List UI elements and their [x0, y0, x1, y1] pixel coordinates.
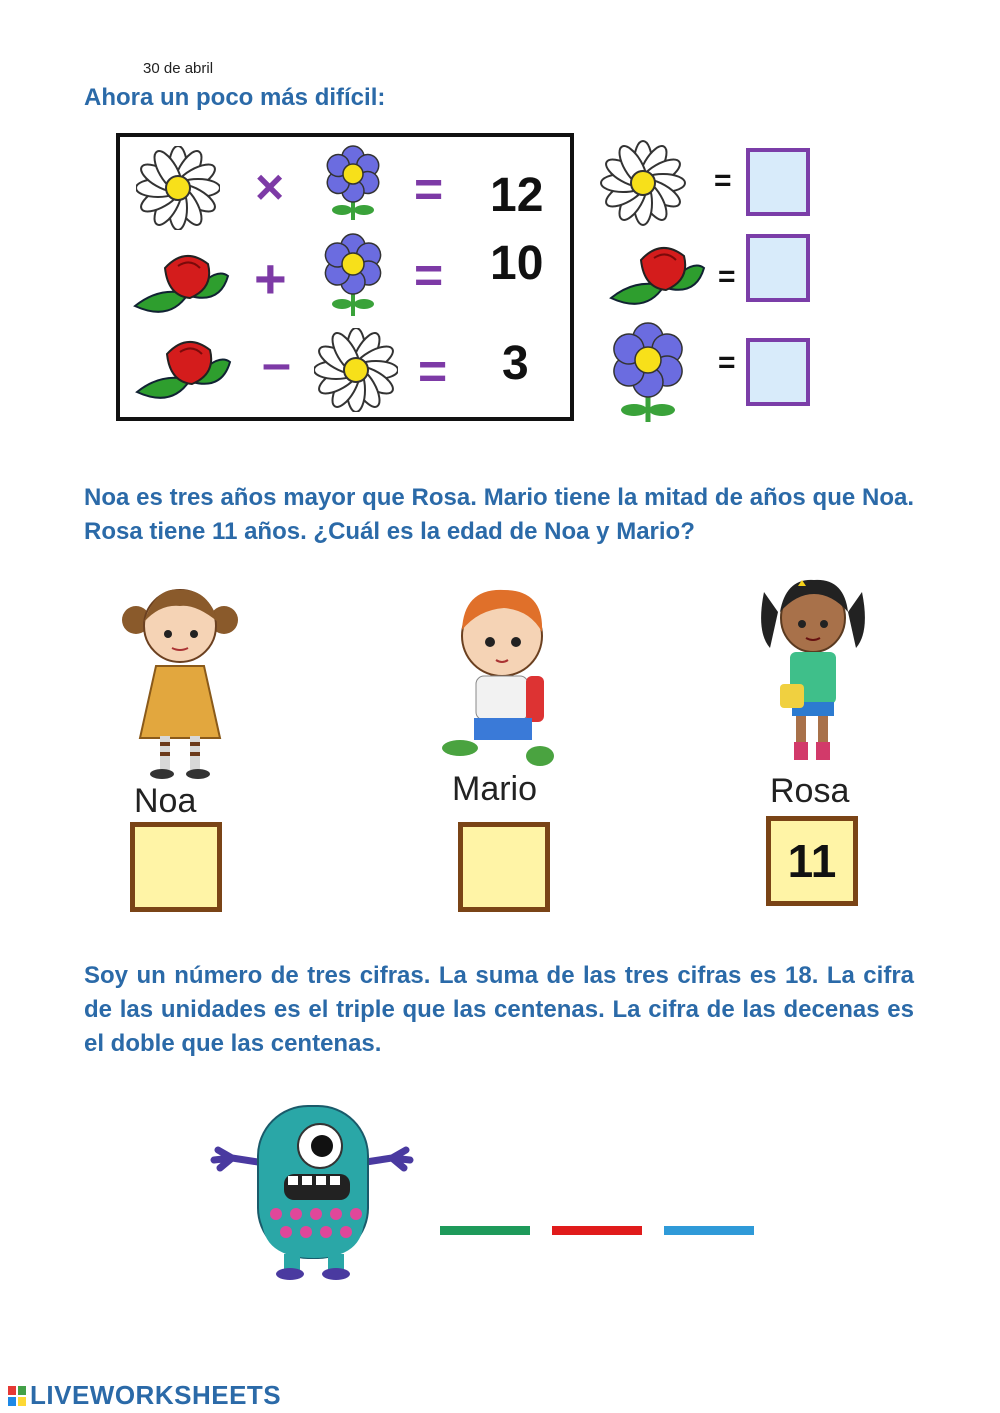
boy-mario-illustration: [440, 580, 560, 770]
equals-sign: =: [718, 346, 736, 379]
minus-operator: –: [262, 335, 291, 393]
mario-answer-box[interactable]: [458, 822, 550, 912]
section-heading: Ahora un poco más difícil:: [84, 84, 386, 111]
result-value: 12: [490, 169, 544, 222]
daisy-icon: [600, 140, 686, 226]
logo-text: LIVEWORKSHEETS: [30, 1380, 282, 1410]
daisy-icon: [314, 328, 398, 412]
tens-digit-line[interactable]: [552, 1226, 642, 1235]
rosa-answer-box: 11: [766, 816, 858, 906]
rose-icon: [606, 238, 706, 314]
monster-illustration: [210, 1102, 414, 1280]
multiply-operator: ×: [255, 159, 285, 215]
equals-operator: =: [414, 161, 444, 217]
equals-operator: =: [414, 247, 444, 303]
problem-ages-text: Noa es tres años mayor que Rosa. Mario tiene la mitad de años que Noa. Rosa tiene 11 años. ¿Cuál es la edad de Noa y Mario?: [84, 484, 914, 545]
blue-flower-icon: [320, 230, 386, 320]
logo-mark-icon: [8, 1386, 26, 1406]
girl-rosa-illustration: [756, 572, 870, 768]
child-name-rosa: Rosa: [770, 772, 850, 810]
rose-answer-box[interactable]: [746, 234, 810, 302]
equals-sign: =: [718, 260, 736, 293]
daisy-icon: [136, 146, 220, 230]
rose-icon: [132, 330, 232, 410]
result-value: 3: [502, 337, 529, 390]
child-name-noa: Noa: [134, 782, 197, 820]
noa-answer-box[interactable]: [130, 822, 222, 912]
equals-sign: =: [714, 164, 732, 197]
liveworksheets-logo: [8, 1380, 281, 1411]
blue-flower-icon: [320, 142, 386, 224]
girl-noa-illustration: [116, 586, 242, 782]
problem-number-text: Soy un número de tres cifras. La suma de las tres cifras es 18. La cifra de las unidades es el triple que las centenas. La cifra de las decenas es el doble que las centenas.: [84, 962, 914, 1057]
plus-operator: +: [254, 247, 287, 310]
blue-flower-answer-box[interactable]: [746, 338, 810, 406]
units-digit-line[interactable]: [664, 1226, 754, 1235]
date-label: 30 de abril: [143, 60, 214, 77]
rose-icon: [130, 246, 230, 324]
child-name-mario: Mario: [452, 770, 538, 808]
equals-operator: =: [418, 343, 448, 399]
hundreds-digit-line[interactable]: [440, 1226, 530, 1235]
daisy-answer-box[interactable]: [746, 148, 810, 216]
blue-flower-icon: [606, 318, 690, 426]
result-value: 10: [490, 237, 544, 290]
